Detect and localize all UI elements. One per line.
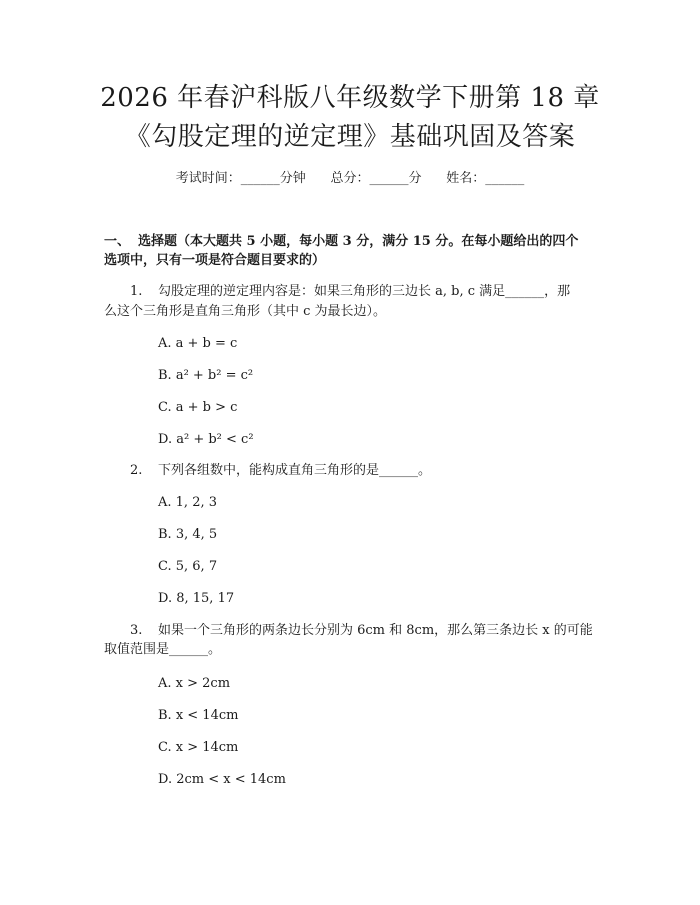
section-heading-line-2: 选项中，只有一项是符合题目要求的） xyxy=(104,253,326,268)
exam-info-line: 考试时间：______分钟 总分：______分 姓名：______ xyxy=(175,171,525,186)
question-text: 下列各组数中，能构成直角三角形的是______。 xyxy=(158,463,432,478)
option-b: B. 3, 4, 5 xyxy=(158,527,218,542)
section-heading xyxy=(104,232,600,251)
option-d: D. 8, 15, 17 xyxy=(158,591,235,606)
question-number: 2. xyxy=(130,463,143,478)
question-text: 勾股定理的逆定理内容是：如果三角形的三边长 a, b, c 满足______，那 xyxy=(158,284,571,299)
question-text: 如果一个三角形的两条边长分别为 6cm 和 8cm，那么第三条边长 x 的可能 xyxy=(158,623,593,638)
section-heading-line-1: 选择题（本大题共 5 小题，每小题 3 分，满分 15 分。在每小题给出的四个 xyxy=(138,234,579,249)
document-title-line-1: 2026 年春沪科版八年级数学下册第 18 章 xyxy=(100,83,600,113)
option-c: C. x > 14cm xyxy=(158,740,239,755)
option-a: A. x > 2cm xyxy=(158,676,231,691)
option-d: D. a² + b² < c² xyxy=(158,432,254,447)
option-a: A. 1, 2, 3 xyxy=(158,495,217,510)
option-c: C. 5, 6, 7 xyxy=(158,559,218,574)
option-b: B. x < 14cm xyxy=(158,708,239,723)
document-title-line-2: 《勾股定理的逆定理》基础巩固及答案 xyxy=(124,122,576,152)
section-number: 一、 xyxy=(104,234,131,249)
section-heading-continued xyxy=(104,251,600,270)
question-text-continued: 取值范围是______。 xyxy=(104,642,222,657)
question-number: 3. xyxy=(130,623,143,638)
question-text-continued: 么这个三角形是直角三角形（其中 c 为最长边）。 xyxy=(104,304,387,319)
option-a: A. a + b = c xyxy=(158,336,238,351)
option-b: B. a² + b² = c² xyxy=(158,368,254,383)
question-number: 1. xyxy=(130,284,143,299)
option-d: D. 2cm < x < 14cm xyxy=(158,772,286,787)
option-c: C. a + b > c xyxy=(158,400,238,415)
